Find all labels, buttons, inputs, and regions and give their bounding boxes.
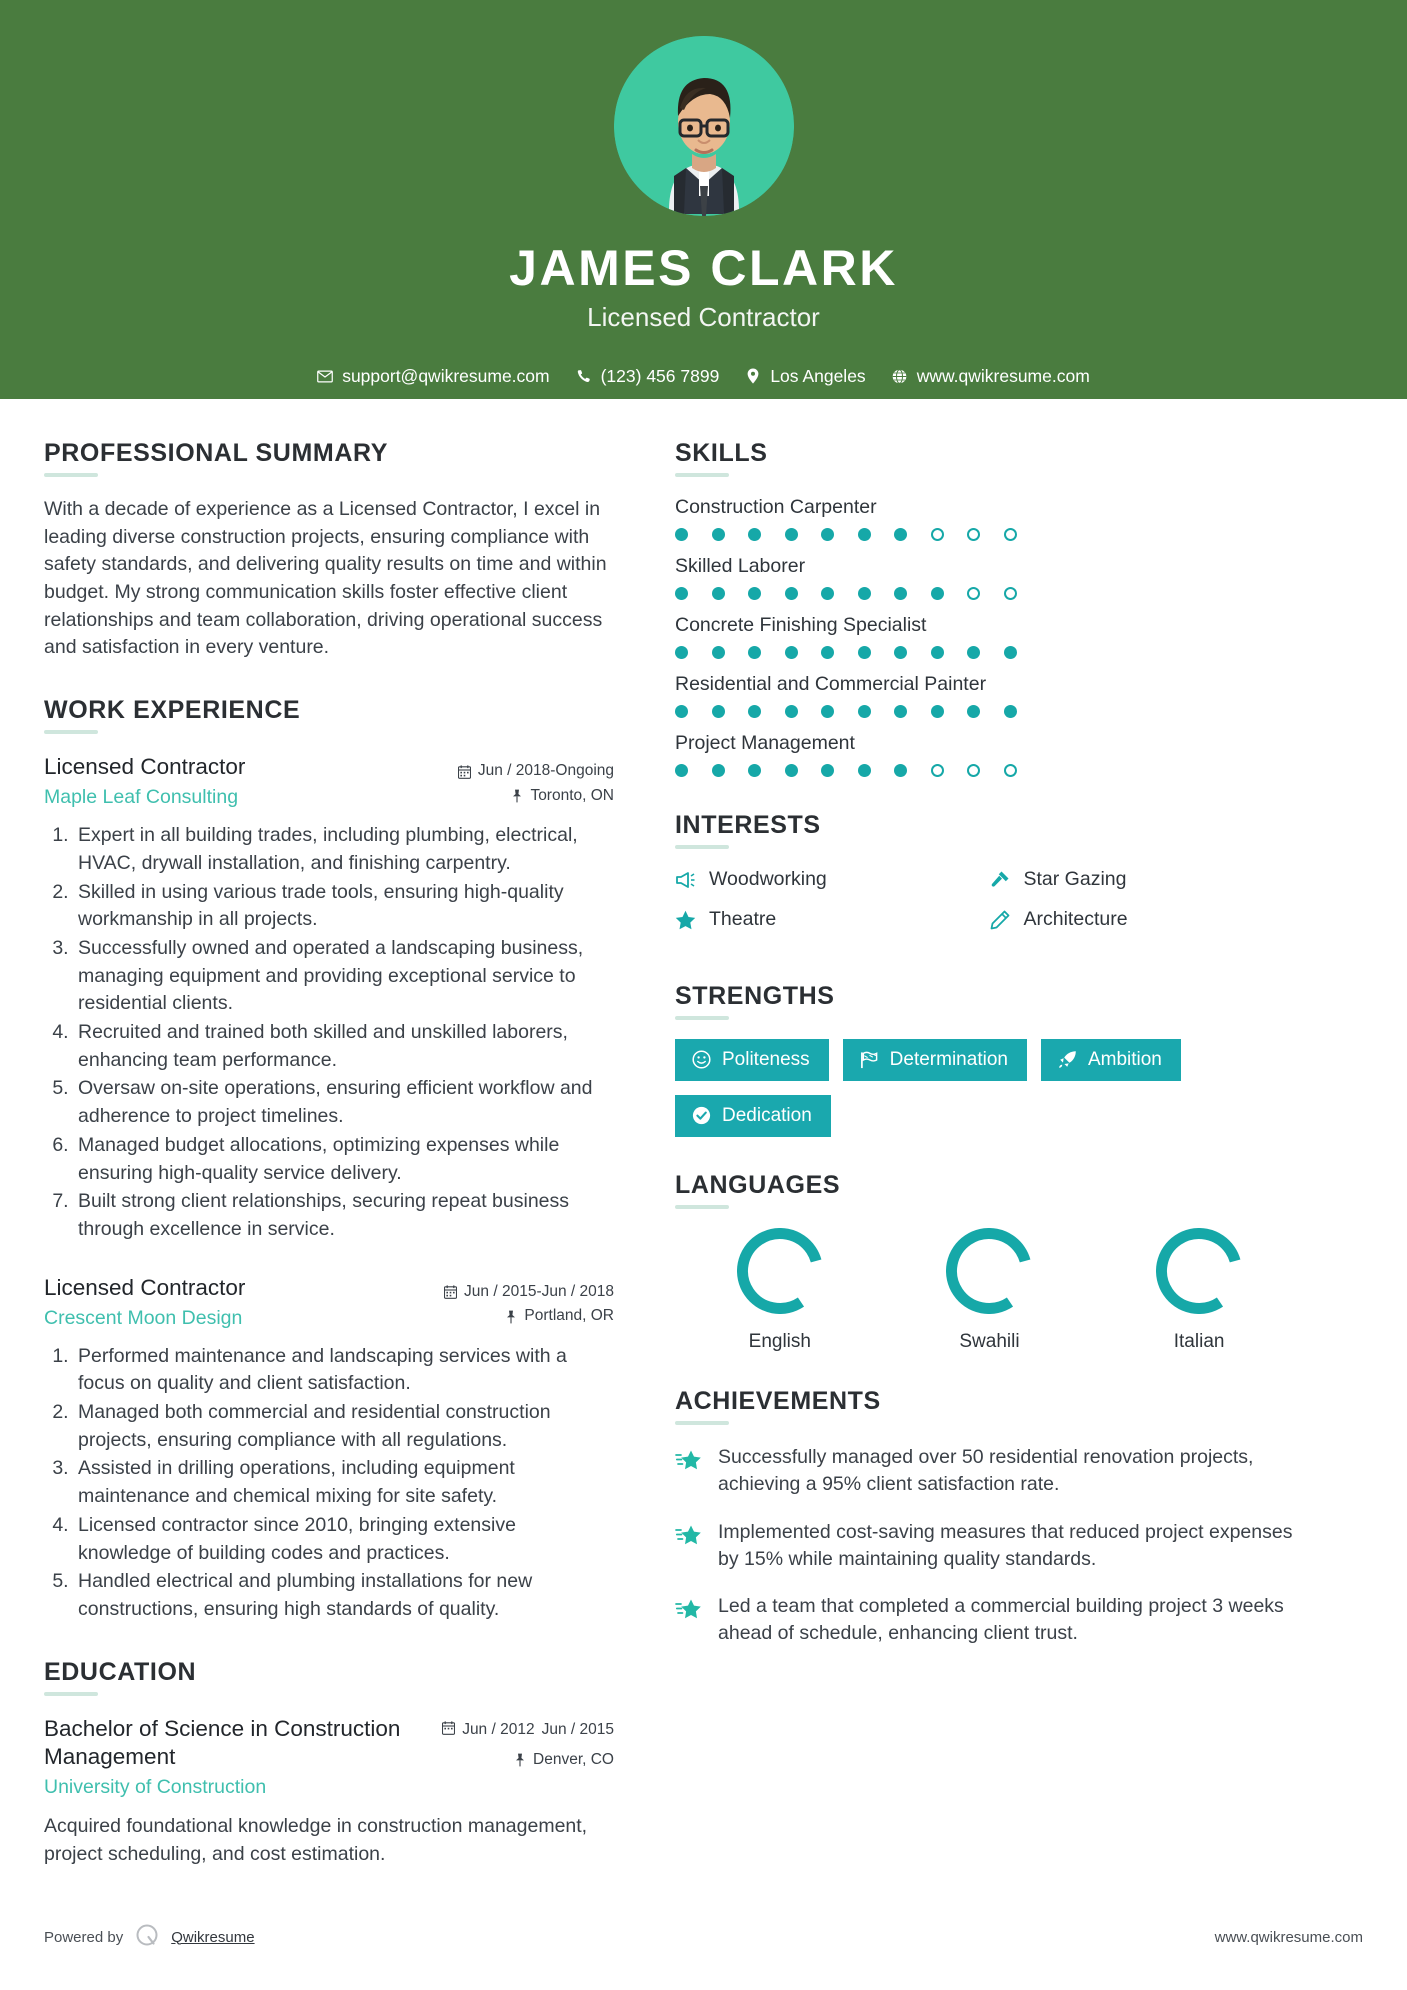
- rating-dot-filled: [712, 705, 725, 718]
- education-location-text: Denver, CO: [533, 1750, 614, 1768]
- language-label: Italian: [1173, 1331, 1225, 1352]
- rating-dot-filled: [858, 646, 871, 659]
- rating-dot-filled: [748, 587, 761, 600]
- rating-dot-filled: [748, 528, 761, 541]
- section-rule: [675, 1016, 729, 1020]
- strength-chip: [675, 1095, 831, 1137]
- qwikresume-logo-icon: [134, 1922, 160, 1952]
- job-bullet: 3. Assisted in drilling operations, including equipment maintenance and chemical mixing for site safety.: [74, 1455, 614, 1510]
- summary-heading: PROFESSIONAL SUMMARY: [44, 439, 388, 467]
- job-bullet: 5. Handled electrical and plumbing installations for new constructions, ensuring high standards of quality.: [74, 1568, 614, 1623]
- rating-dot-filled: [894, 646, 907, 659]
- job-location: [439, 784, 614, 809]
- skill-item: [675, 555, 1304, 600]
- job-location-text: Toronto, ON: [530, 786, 614, 804]
- rating-dot-filled: [675, 764, 688, 777]
- avatar: [614, 36, 794, 216]
- rating-dot-filled: [858, 587, 871, 600]
- language-progress-ring: [1156, 1228, 1242, 1314]
- strength-label: Politeness: [722, 1049, 810, 1070]
- rocket-icon: [1058, 1050, 1077, 1069]
- contact-website[interactable]: [892, 366, 1090, 387]
- profile-photo-icon: [614, 36, 794, 216]
- education-heading: EDUCATION: [44, 1657, 197, 1686]
- powered-by-label: Powered by: [44, 1928, 124, 1946]
- skill-rating-dots: [675, 587, 1304, 600]
- rating-dot-filled: [931, 705, 944, 718]
- strength-label: Dedication: [722, 1105, 812, 1126]
- rating-dot-filled: [712, 528, 725, 541]
- rating-dot-filled: [675, 705, 688, 718]
- job-location: [439, 1304, 614, 1329]
- rating-dot-filled: [785, 705, 798, 718]
- pushpin-icon: [513, 1753, 526, 1767]
- pencil-ruler-icon: [990, 910, 1011, 930]
- job-company: Crescent Moon Design: [44, 1306, 243, 1329]
- right-column: [644, 439, 1304, 1902]
- section-languages: [675, 1171, 1304, 1353]
- job-bullet-list: [44, 1343, 614, 1624]
- work-entry: [44, 1274, 614, 1624]
- language-progress-ring: [946, 1228, 1032, 1314]
- skill-item: [675, 496, 1304, 541]
- brand-link[interactable]: Qwikresume: [171, 1928, 255, 1946]
- rating-dot-empty: [967, 528, 980, 541]
- rating-dot-filled: [821, 764, 834, 777]
- rating-dot-filled: [821, 528, 834, 541]
- rating-dot-filled: [675, 528, 688, 541]
- contact-email-text: support@qwikresume.com: [342, 365, 550, 386]
- skill-label: Project Management: [675, 732, 855, 754]
- section-achievements: [675, 1387, 1304, 1648]
- contact-location-text: Los Angeles: [770, 365, 866, 386]
- rating-dot-empty: [1004, 764, 1017, 777]
- job-date-text: Jun / 2018-Ongoing: [477, 762, 614, 780]
- job-bullet: 6. Managed budget allocations, optimizing expenses while ensuring high-quality service delivery.: [74, 1132, 614, 1187]
- education-dates: [439, 1721, 614, 1740]
- rating-dot-filled: [821, 587, 834, 600]
- job-bullet: 1. Expert in all building trades, including plumbing, electrical, HVAC, drywall installation, and finishing carpentry.: [74, 822, 614, 877]
- section-rule: [675, 845, 729, 849]
- language-item: [1094, 1228, 1304, 1353]
- job-bullet: 7. Built strong client relationships, securing repeat business through excellence in service.: [74, 1188, 614, 1243]
- rating-dot-filled: [712, 764, 725, 777]
- contact-email[interactable]: [317, 366, 549, 387]
- left-column: [44, 439, 644, 1902]
- job-title: Licensed Contractor: [44, 1274, 246, 1300]
- rating-dot-filled: [712, 587, 725, 600]
- rating-dot-filled: [748, 646, 761, 659]
- resume-header: [0, 0, 1407, 399]
- interest-item: [675, 908, 990, 931]
- education-date-end: Jun / 2015: [541, 1720, 614, 1738]
- job-date-text: Jun / 2015-Jun / 2018: [464, 1282, 614, 1300]
- job-bullet: 4. Recruited and trained both skilled and unskilled laborers, enhancing team performance.: [74, 1019, 614, 1074]
- contact-phone-text: (123) 456 7899: [600, 365, 720, 386]
- rating-dot-empty: [1004, 528, 1017, 541]
- skill-rating-dots: [675, 646, 1304, 659]
- rating-dot-filled: [1004, 646, 1017, 659]
- shooting-star-icon: [675, 1593, 703, 1628]
- section-rule: [44, 473, 98, 477]
- section-strengths: [675, 982, 1304, 1137]
- languages-list: [675, 1228, 1304, 1353]
- education-description: Acquired foundational knowledge in construction management, project scheduling, and cost estimation.: [44, 1814, 588, 1865]
- language-item: [675, 1228, 885, 1353]
- skills-heading: SKILLS: [675, 439, 768, 467]
- rating-dot-filled: [821, 646, 834, 659]
- resume-body: [0, 399, 1407, 1902]
- job-title: Licensed Contractor: [44, 754, 246, 780]
- contact-website-text: www.qwikresume.com: [916, 365, 1090, 386]
- skill-item: [675, 673, 1304, 718]
- pushpin-icon: [504, 1310, 517, 1324]
- job-bullet: 1. Performed maintenance and landscaping services with a focus on quality and client satisfaction.: [74, 1343, 614, 1398]
- education-location: [439, 1748, 614, 1773]
- section-work-experience: [44, 696, 614, 1623]
- megaphone-icon: [675, 871, 696, 889]
- contact-location[interactable]: [745, 366, 865, 387]
- calendar-icon: [444, 1285, 457, 1299]
- skill-item: [675, 732, 1304, 777]
- strength-chip: [843, 1039, 1027, 1081]
- work-entry: [44, 753, 614, 1243]
- flag-icon: [860, 1050, 879, 1069]
- interest-item: [675, 868, 990, 891]
- skill-label: Construction Carpenter: [675, 496, 877, 518]
- education-school: University of Construction: [44, 1775, 267, 1798]
- rating-dot-filled: [785, 646, 798, 659]
- interests-heading: INTERESTS: [675, 811, 821, 839]
- globe-icon: [892, 368, 908, 384]
- section-rule: [675, 1205, 729, 1209]
- language-label: English: [748, 1331, 811, 1352]
- rating-dot-empty: [967, 587, 980, 600]
- strength-label: Determination: [889, 1049, 1008, 1070]
- check-circle-icon: [692, 1106, 711, 1125]
- interest-label: Theatre: [709, 908, 777, 930]
- contact-bar: [0, 366, 1407, 387]
- section-interests: [675, 811, 1304, 948]
- skill-item: [675, 614, 1304, 659]
- achievements-heading: ACHIEVEMENTS: [675, 1387, 881, 1415]
- phone-icon: [576, 368, 592, 384]
- section-education: [44, 1658, 614, 1869]
- rating-dot-filled: [967, 705, 980, 718]
- achievement-text: Implemented cost-saving measures that reduced project expenses by 15% while maintaining quality standards.: [718, 1520, 1293, 1570]
- achievement-item: [675, 1593, 1304, 1648]
- interest-label: Woodworking: [709, 868, 827, 890]
- skill-rating-dots: [675, 764, 1304, 777]
- job-date: [439, 1280, 614, 1305]
- job-location-text: Portland, OR: [524, 1307, 614, 1325]
- rating-dot-filled: [675, 646, 688, 659]
- rating-dot-filled: [785, 528, 798, 541]
- skill-rating-dots: [675, 528, 1304, 541]
- rating-dot-filled: [931, 646, 944, 659]
- page-footer: [0, 1922, 1407, 1952]
- rating-dot-filled: [748, 705, 761, 718]
- education-date-start: Jun / 2012: [462, 1720, 535, 1738]
- rating-dot-filled: [748, 764, 761, 777]
- rating-dot-filled: [1004, 705, 1017, 718]
- language-progress-ring: [737, 1228, 823, 1314]
- summary-text: With a decade of experience as a Licensed Contractor, I excel in leading diverse construction projects, ensuring compliance with safety standards, and delivering quality results on time and within budget. My strong communication skills foster effective client relationships and team collaboration, driving operational success and satisfaction in every venture.: [44, 498, 607, 659]
- strength-chip: [675, 1039, 829, 1081]
- star-icon: [675, 910, 696, 930]
- section-professional-summary: [44, 439, 614, 662]
- smiley-icon: [692, 1050, 711, 1069]
- rating-dot-filled: [894, 764, 907, 777]
- rating-dot-empty: [931, 764, 944, 777]
- rating-dot-filled: [712, 646, 725, 659]
- rating-dot-filled: [858, 764, 871, 777]
- strengths-list: [675, 1039, 1304, 1137]
- strength-chip: [1041, 1039, 1181, 1081]
- section-skills: [675, 439, 1304, 777]
- rating-dot-filled: [821, 705, 834, 718]
- rating-dot-filled: [858, 528, 871, 541]
- calendar-icon: [458, 765, 471, 779]
- job-bullet: 3. Successfully owned and operated a landscaping business, managing equipment and providing exceptional service to residential clients.: [74, 935, 614, 1018]
- job-date: [439, 759, 614, 784]
- education-degree: Bachelor of Science in Construction Management: [44, 1715, 401, 1769]
- calendar-icon: [442, 1721, 455, 1740]
- strength-label: Ambition: [1087, 1049, 1162, 1070]
- interest-item: [990, 868, 1305, 891]
- skill-label: Residential and Commercial Painter: [675, 673, 987, 695]
- achievement-text: Successfully managed over 50 residential renovation projects, achieving a 95% client satisfaction rate.: [718, 1446, 1254, 1496]
- job-bullet: 2. Managed both commercial and residential construction projects, ensuring compliance with all regulations.: [74, 1399, 614, 1454]
- rating-dot-empty: [931, 528, 944, 541]
- job-bullet: 4. Licensed contractor since 2010, bringing extensive knowledge of building codes and practices.: [74, 1512, 614, 1567]
- rating-dot-filled: [675, 587, 688, 600]
- rating-dot-filled: [894, 528, 907, 541]
- job-bullet-list: [44, 822, 614, 1243]
- contact-phone[interactable]: [576, 366, 720, 387]
- skills-list: [675, 496, 1304, 777]
- interest-item: [990, 908, 1305, 931]
- shooting-star-icon: [675, 1444, 703, 1479]
- section-rule: [44, 1692, 98, 1696]
- language-label: Swahili: [959, 1331, 1020, 1352]
- rating-dot-filled: [967, 646, 980, 659]
- achievement-text: Led a team that completed a commercial building project 3 weeks ahead of schedule, enhancing client trust.: [718, 1595, 1284, 1645]
- interest-label: Architecture: [1023, 908, 1128, 930]
- rating-dot-filled: [785, 587, 798, 600]
- section-rule: [44, 730, 98, 734]
- hammer-icon: [990, 870, 1011, 889]
- rating-dot-filled: [931, 587, 944, 600]
- section-rule: [675, 1421, 729, 1425]
- page-title: JAMES CLARK: [509, 240, 898, 296]
- skill-rating-dots: [675, 705, 1304, 718]
- job-role-subtitle: Licensed Contractor: [587, 301, 820, 332]
- languages-heading: LANGUAGES: [675, 1171, 841, 1199]
- shooting-star-icon: [675, 1519, 703, 1554]
- job-bullet: 2. Skilled in using various trade tools, ensuring high-quality workmanship in all projects.: [74, 879, 614, 934]
- rating-dot-empty: [967, 764, 980, 777]
- rating-dot-empty: [1004, 587, 1017, 600]
- interests-list: [675, 868, 1304, 948]
- rating-dot-filled: [858, 705, 871, 718]
- rating-dot-filled: [785, 764, 798, 777]
- rating-dot-filled: [894, 705, 907, 718]
- section-rule: [675, 473, 729, 477]
- achievement-item: [675, 1444, 1304, 1499]
- work-heading: WORK EXPERIENCE: [44, 696, 301, 725]
- language-item: [885, 1228, 1095, 1353]
- job-bullet: 5. Oversaw on-site operations, ensuring efficient workflow and adherence to project timelines.: [74, 1075, 614, 1130]
- pushpin-icon: [510, 789, 523, 803]
- achievement-item: [675, 1519, 1304, 1574]
- location-pin-icon: [745, 368, 761, 384]
- rating-dot-filled: [894, 587, 907, 600]
- envelope-icon: [317, 368, 333, 384]
- powered-by: [44, 1922, 255, 1952]
- job-company: Maple Leaf Consulting: [44, 786, 239, 809]
- skill-label: Concrete Finishing Specialist: [675, 614, 927, 636]
- interest-label: Star Gazing: [1023, 868, 1127, 890]
- footer-website: www.qwikresume.com: [1214, 1928, 1363, 1946]
- skill-label: Skilled Laborer: [675, 555, 806, 577]
- strengths-heading: STRENGTHS: [675, 982, 835, 1010]
